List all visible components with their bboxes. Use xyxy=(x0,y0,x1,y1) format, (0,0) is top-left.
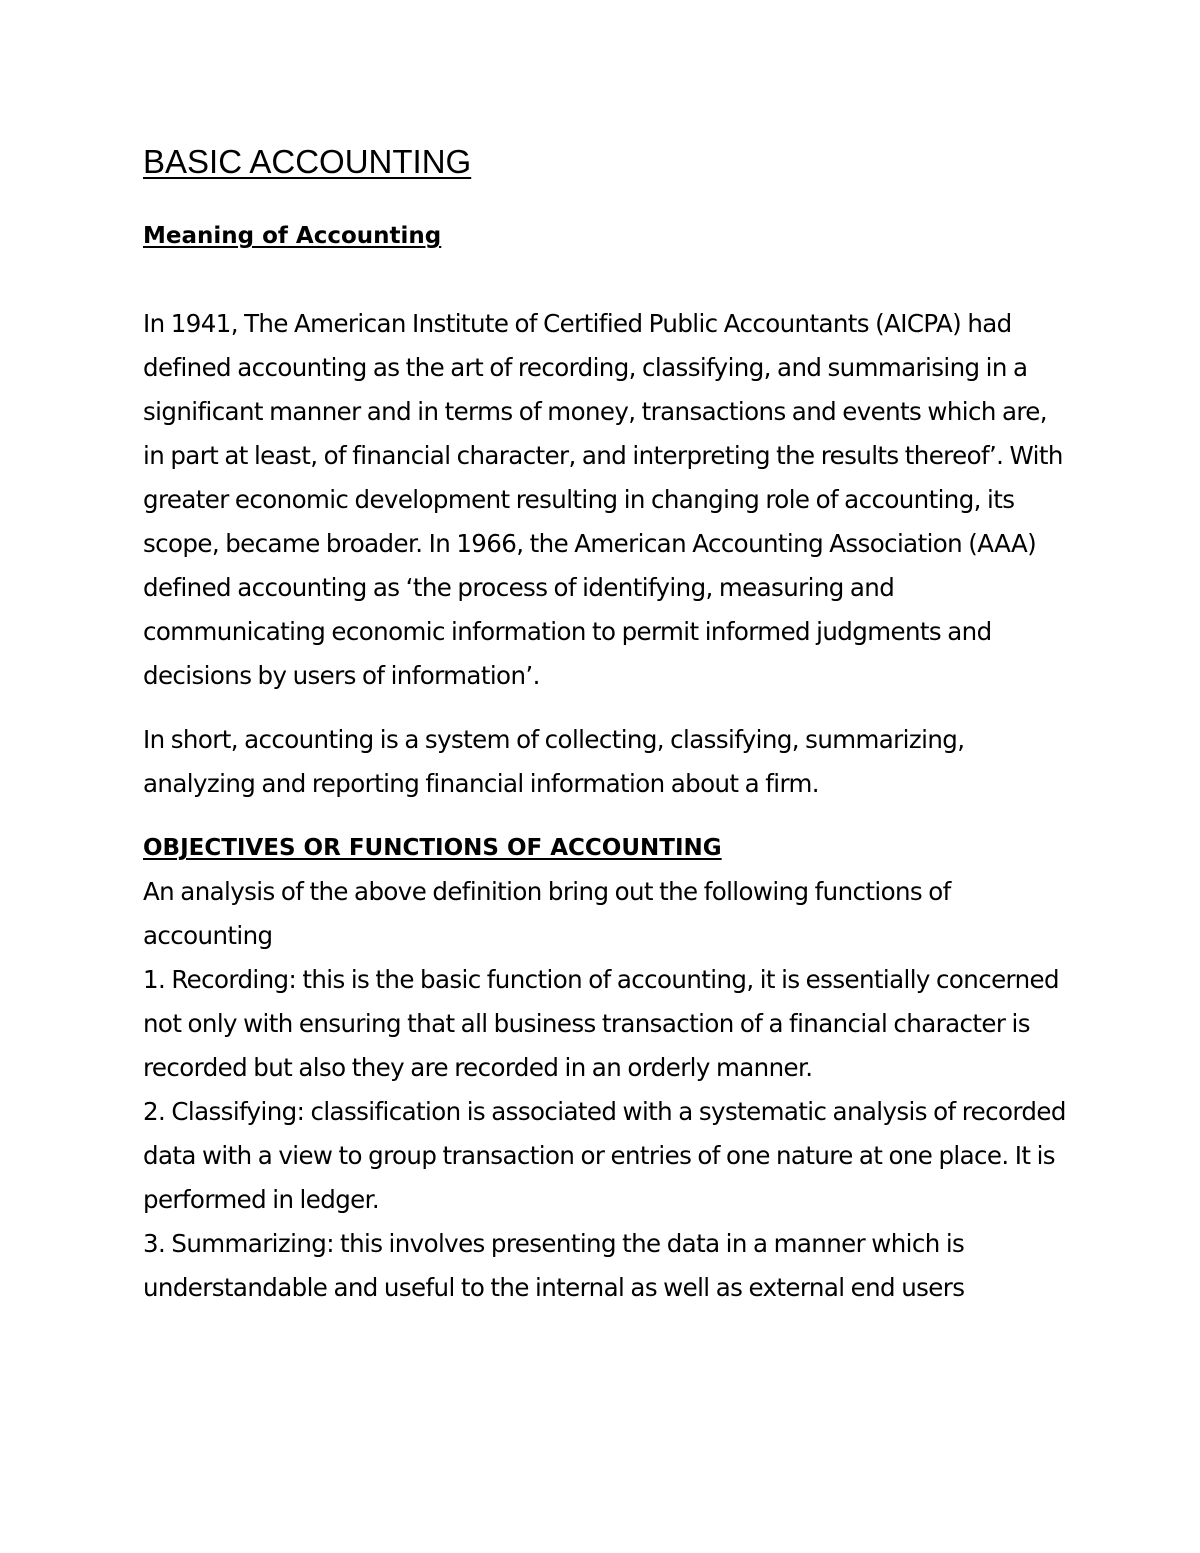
list-item-classifying: 2. Classifying: classification is associated with a systematic analysis of recorded data with a view to group transaction or entries of one nature at one place. It is performed in ledger. xyxy=(143,1097,1066,1214)
paragraph-objectives-intro: An analysis of the above definition bring out the following functions of accounting xyxy=(143,877,951,950)
functions-list xyxy=(143,958,1073,1310)
heading-meaning-of-accounting: Meaning of Accounting xyxy=(143,223,442,249)
paragraph-definitions: In 1941, The American Institute of Certified Public Accountants (AICPA) had defined accounting as the art of recording, classifying, and summarising in a significant manner and in terms of money, transactions and events which are, in part at least, of financial character, and interpreting the results thereof’. With greater economic development resulting in changing role of accounting, its scope, became broader. In 1966, the American Accounting Association (AAA) defined accounting as ‘the process of identifying, measuring and communicating economic information to permit informed judgments and decisions by users of information’. xyxy=(143,309,1063,690)
document-body xyxy=(143,138,1073,1310)
document-title: BASIC ACCOUNTING xyxy=(143,143,472,180)
list-item-summarizing: 3. Summarizing: this involves presenting the data in a manner which is understandable and useful to the internal as well as external end users xyxy=(143,1229,965,1302)
paragraph-in-short: In short, accounting is a system of collecting, classifying, summarizing, analyzing and reporting financial information about a firm. xyxy=(143,725,965,798)
list-item-recording: 1. Recording: this is the basic function of accounting, it is essentially concerned not only with ensuring that all business transaction of a financial character is recorded but also they are recorded in an orderly manner. xyxy=(143,965,1059,1082)
heading-objectives-functions: OBJECTIVES OR FUNCTIONS OF ACCOUNTING xyxy=(143,835,722,861)
